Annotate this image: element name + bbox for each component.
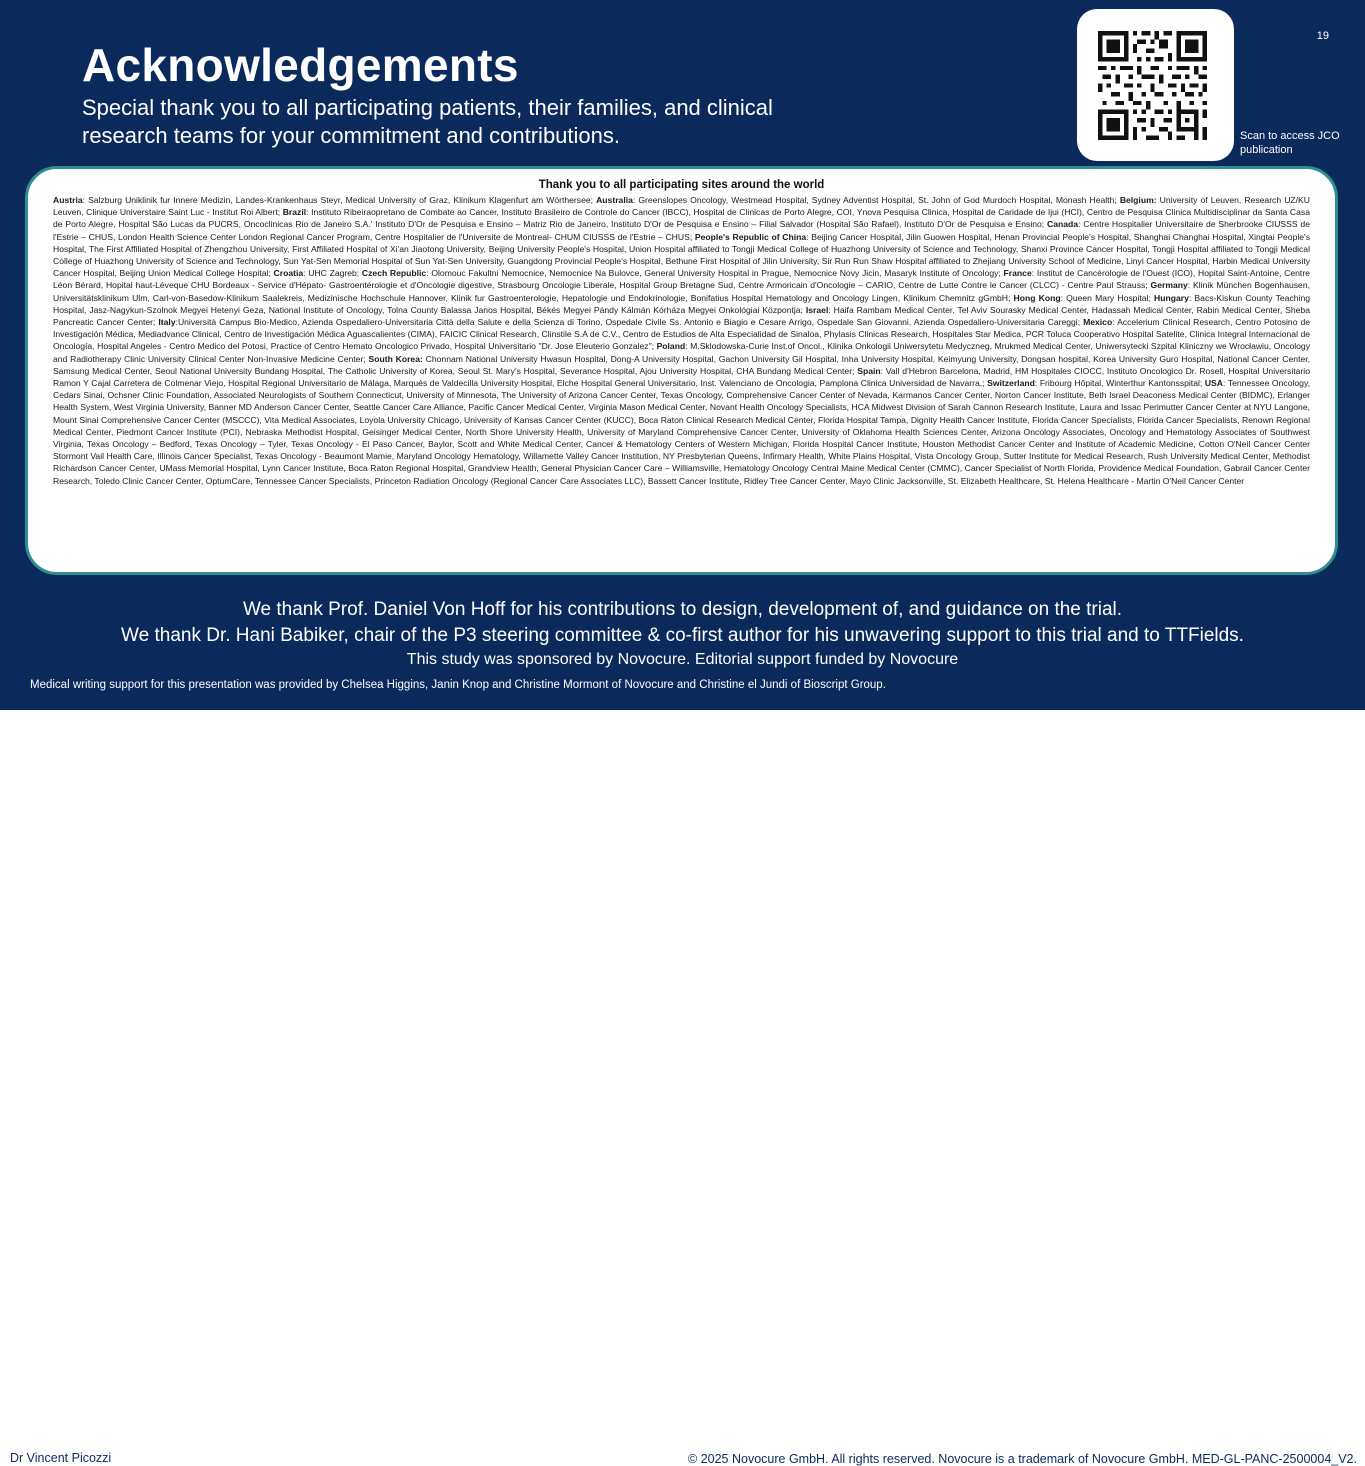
site-country: Spain <box>857 365 881 376</box>
site-list-text: : Queen Mary Hospital; <box>1060 292 1155 303</box>
sponsor-statement: This study was sponsored by Novocure. Editorial support funded by Novocure <box>406 651 959 668</box>
site-list-text: Chonnam National University Hwasun Hospital, Dong-A University Hospital, Gachon University Gil Hospital, Inha University Hospital, Keimyung University, Dongsan hospital, Korea University Guro Hospital, National Cancer Center, Samsung Medical Center, Seoul National University Bundang Hospital, The Catholic University of Korea, Seoul St. Mary's Hospital, Severance Hospital, Ajou University Hospital, CHA Bundang Medical Center; <box>53 353 1311 376</box>
sites-heading: Thank you to all participating sites around the world <box>538 179 825 191</box>
qr-card[interactable] <box>1077 9 1234 161</box>
thanks-section <box>0 597 1365 671</box>
site-country: Germany <box>1150 280 1188 291</box>
site-country: Australia <box>596 195 633 205</box>
site-list-text: : Instituto Ribeiraopretano de Combate ao Cancer, Instituto Brasileiro de Controle do Cancer (IBCC), Hospital de Clinicas de Porto Alegre, COI, Ynova Pesquisa Clinica, Hospital de Caridade de Ijui (HCI), Centro de Pesquisa Clinica Multidisciplinar da Santa Casa de Porto Alegre, Hospital São Lucas da PUCRS, Oncoclinicas Rio de Janeiro S.A.' Instituto D'Or de Pesquisa e Ensino – Matriz Rio de Janeiro, Instituto D'Or de Pesquisa e Ensino – Filial Salvador (Hospital São Rafael), Instituto D'Or de Pesquisa e Ensino; <box>53 207 1310 230</box>
site-list-text: : Tennessee Oncology, Cedars Sinai, Ochsner Clinic Foundation, Associated Neurologists of Southern Connecticut, University of Minnesota, The University of Arizona Cancer Center, Texas Oncology, Comprehensive Cancer Center of Nevada, Karmanos Cancer Center, Norton Cancer Institute, Beth Israel Deaconess Medical Center (BIDMC), Erlanger Health System, West Virginia University, Banner MD Anderson Cancer Center, Seattle Cancer Care Alliance, Pacific Cancer Medical Center, Virginia Mason Medical Center, Novant Health Oncology Specialists, HCA Midwest Division of Sarah Cannon Research Institute, Laura and Issac Perimutter Cancer Center at NYU Langone, Mount Sinai Comprehensive Cancer Center (MSCCC), Vita Medical Associates, Loyola University Chicago, University of Kansas Cancer Center (KUCC), Boca Raton Clinical Research Medical Center, Florida Hospital Tampa, Dignity Health Cancer Institute, Florida Cancer Specialists, Florida Cancer Specialists, Renown Regional Medical Center, Piedmont Cancer Institute (PCI), Nebraska Methodist Hospital, Geisinger Medical Center, North Shore University Health, University of Maryland Comprehensive Cancer Center, University of Oklahoma Health Sciences Center, Arizona Oncology Associates, Oncology and Hematology Associates of Southwest Virginia, Texas Oncology – Bedford, Texas Oncology – Tyler, Texas Oncology - El Paso Cancer, Baylor, Scott and White Medical Center, Cancer & Hematology Centers of Western Michigan, Florida Hospital Cancer Institute, Houston Methodist Cancer Center and Institute of Academic Medicine, Cotton O'Neil Cancer Center Stormont Vail Health Care, Illinois Cancer Specialist, Texas Oncology - Beaumont Mamie, Maryland Oncology Hematology, Willamette Valley Cancer Institution, NY Presbyterian Queens, Infirmary Health, White Plains Hospital, Vista Oncology Group, Sutter Institute for Medical Research, Rush University Medical Center, Methodist Richardson Cancer Center, UMass Memorial Hospital, Lynn Cancer Institute, Boca Raton Regional Hospital, Grandview Health, General Physician Cancer Care – Williamsville, Hematology Oncology Central Maine Medical Center (CMMC), Cancer Specialist of North Florida, Providence Medical Foundation, Gabrail Cancer Center Research, Toledo Clinic Cancer Center, OptumCare, Tennessee Cancer Specialists, Princeton Radiation Oncology (Regional Cancer Care Associates LLC), Bassett Cancer Institute, Ridley Tree Cancer Center, Mayo Clinic Jacksonville, St. Elizabeth Healthcare, St. Helena Healthcare - Martin O'Neil Cancer Center <box>53 378 1310 486</box>
site-country: Croatia <box>273 268 304 279</box>
site-list-text: : Haifa Rambam Medical Center, Tel Aviv Sourasky Medical Center, Hadassah Medical Center, Rabin Medical Center, Sheba Pancreatic Cancer Center; <box>53 304 1310 328</box>
site-country: Italy <box>158 317 176 328</box>
site-country: Brazil <box>282 207 307 218</box>
site-list-text: : Salzburg Uniklinik fur Innere Medizin, Landes-Krankenhaus Steyr, Medical University of Graz, Klinikum Klagenfurt am Wörthersee; <box>82 195 597 205</box>
site-country: Hong Kong <box>1013 292 1061 303</box>
site-country: Canada <box>1047 219 1079 230</box>
slide-number: 19 <box>1316 30 1329 42</box>
site-list-text: : Klinik München Bogenhausen, Universitätsklinikum Ulm, Carl-von-Basedow-Klinikum Saalekreis, Medizinische Hochschule Hannover, Klinik fur Gastroenterologie, Hepatologie und Endokrinologie, Bonifatius Hospital Hematology and Oncology Lingen, Klinikum Chemnitz gGmbH; <box>53 280 1310 303</box>
site-country: People's Republic of China <box>694 231 807 242</box>
site-country: Belgium: <box>1119 195 1157 205</box>
site-list-text: : Accelerium Clinical Research, Centro Potosino de Investigación Médica, Mediadvance Clinical, Centro de Investigación Médica Aguascalientes (CIMA), FAICIC Clinical Research, Clinstile S.A de C.V., Centro de Estudios de Alta Especialidad de Sinaloa, Phylasis Clinicas Research, Hospitales Star Medica, PCR Toluca Cooperativo Hospital Satelite, Clinica Integral Internacional de Oncología, Hospital Angeles - Centro Medico del Potosi, Practice of Centro Hemato Oncologico Privado, Hospital Universitario "Dr. Jose Eleuterio Gonzalez"; <box>53 317 1311 352</box>
site-list-text: : M.Sklodowska-Curie Inst.of Oncol., Klinika Onkologii Uniwersytetu Medyczneg, Mrukmed Medical Center, Uniwersytecki Szpital Kliniczny we Wrocławiu, Oncology and Radiotherapy Clinic University Clinical Center Non-Invasive Medicine Center; <box>53 341 1310 364</box>
copyright-notice: © 2025 Novocure GmbH. All rights reserved. Novocure is a trademark of Novocure GmbH. MED-GL-PANC-2500004_V2. <box>688 1452 1357 1466</box>
participating-sites-box <box>25 166 1338 575</box>
site-country: Poland <box>656 341 686 352</box>
site-list-text: : Fribourg Hôpital, Winterthur Kantonsspital; <box>1034 378 1205 389</box>
presenter-name: Dr Vincent Picozzi <box>10 1451 112 1465</box>
footer <box>0 710 1365 1466</box>
site-country: France <box>1003 268 1032 279</box>
thanks-babiker: We thank Dr. Hani Babiker, chair of the P3 steering committee & co-first author for his unwavering support to this trial and to TTFields. <box>121 625 1244 646</box>
site-country: Hungary <box>1154 292 1189 303</box>
site-list-text: : Bacs-Kiskun County Teaching Hospital, Jasz-Nagykun-Szolnok Megyei Hetenyi Geza, National Institute of Oncology, Tolna County Balassa Janos Hospital, Békés Megyei Pándy Kálmán Kórháza Megyei Onkológiai Központja; <box>53 292 1310 315</box>
site-country: Austria <box>53 195 83 205</box>
site-country: South Korea: <box>368 353 423 364</box>
site-country: Mexico <box>1083 317 1113 328</box>
site-list-text: : Beijing Cancer Hospital, Jilin Guowen Hospital, Henan Provincial People's Hospital, Shanghai Changhai Hospital, Xingtai People's Hospital, The First Affiliated Hospital of Zhengzhou University, First Affiliated Hospital of Xi'an Jiaotong University, Beijing University People's Hospital, Union Hospital affiliated to Tongji Medical College of Huazhong University of Science and Technology, Shanxi Province Cancer Hospital, Tongji Hospital affiliated to Tongji Medical College of Huazhong University of Science and Technology, Sun Yat-Sen Memorial Hospital of Sun Yat-Sen University, Guangdong Provincial People's Hospital, Bethune First Hospital of Jilin University, Sir Run Run Shaw Hospital affiliated to Zhejiang University School of Medicine, Linyi Cancer Hospital, Harbin Medical University Cancer Hospital, Beijing Union Medical College Hospital; <box>53 231 1310 279</box>
qr-caption: Scan to access JCO publication <box>1240 130 1340 156</box>
sites-list <box>53 194 1310 487</box>
site-list-text: : Centre Hospitalier Universitaire de Sherbrooke CIUSSS de l'Estrie – CHUS, London Health Science Center London Regional Cancer Program, Centre Hospitalier de l'Universite de Montreal- CHUM CIUSSS de l'Estrie – CHUS; <box>53 219 1310 242</box>
site-list-text: : Greenslopes Oncology, Westmead Hospital, Sydney Adventist Hospital, St. John of God Murdoch Hospital, Monash Health; <box>632 195 1120 205</box>
page-subtitle: Special thank you to all participating patients, their families, and clinical research teams for your commitment and contributions. <box>82 95 773 148</box>
site-country: Israel <box>805 304 829 315</box>
site-list-text: : Institut de Cancérologie de l'Ouest (ICO), Hopital Saint-Antoine, Centre Léon Bérard, Hopital haut-Léveque CHU Bordeaux - Service d'Hépato- Gastroentérologie et d'Oncologie digestive, Strasbourg Oncologie Liberale, Hospital Group Bretagne Sud, Centre Armoricain d'Oncologie – CARIO, Centre de Lutte Contre le Cancer (CLCC) - Centre Paul Strauss; <box>53 268 1310 291</box>
page-title: Acknowledgements <box>82 39 519 91</box>
site-country: USA <box>1204 378 1223 389</box>
writing-support-note: Medical writing support for this presentation was provided by Chelsea Higgins, Janin Knop and Christine Mormont of Novocure and Christine el Jundi of Bioscript Group. <box>30 679 886 691</box>
slide-main-area <box>0 0 1365 710</box>
site-list-text: : Vall d'Hebron Barcelona, Madrid, HM Hospitales CIOCC, Instituto Oncologico Dr. Rosell, Hospital Universitario Ramon Y Cajal Carretera de Colmenar Viejo, Hospital Regional Universitario de Málaga, Marqués de Valdecilla University Hospital, Elche Hospital General Universitario, Inst. Valenciano de Oncologia, Pamplona Clinica Universidad de Navarra,; <box>53 365 1310 389</box>
site-list-text: : Olomouc Fakultni Nemocnice, Nemocnice Na Bulovce, General University Hospital in Prague, Nemocnice Novy Jicin, Masaryk Institute of Oncology; <box>426 268 1004 279</box>
site-list-text: :Università Campus Bio-Medico, Azienda Ospedaliero-Universitaria Città della Salute e della Scienza di Torino, Ospedale Civile Ss. Antonio e Biagio e Cesare Arrigo, Ospedale San Giovanni, Azienda Ospedaliero-Universitaria Careggi; <box>175 317 1084 328</box>
site-list-text: University of Leuven, Research UZ/KU Leuven, Clinique Universtaire Saint Luc - Institut Roi Albert; <box>53 195 1310 218</box>
thanks-von-hoff: We thank Prof. Daniel Von Hoff for his contributions to design, development of, and guidance on the trial. <box>242 599 1123 620</box>
qr-code-icon[interactable] <box>1098 31 1207 140</box>
site-country: Switzerland <box>987 378 1035 389</box>
site-country: Czech Republic <box>361 268 427 279</box>
site-list-text: : UHC Zagreb; <box>303 268 362 279</box>
